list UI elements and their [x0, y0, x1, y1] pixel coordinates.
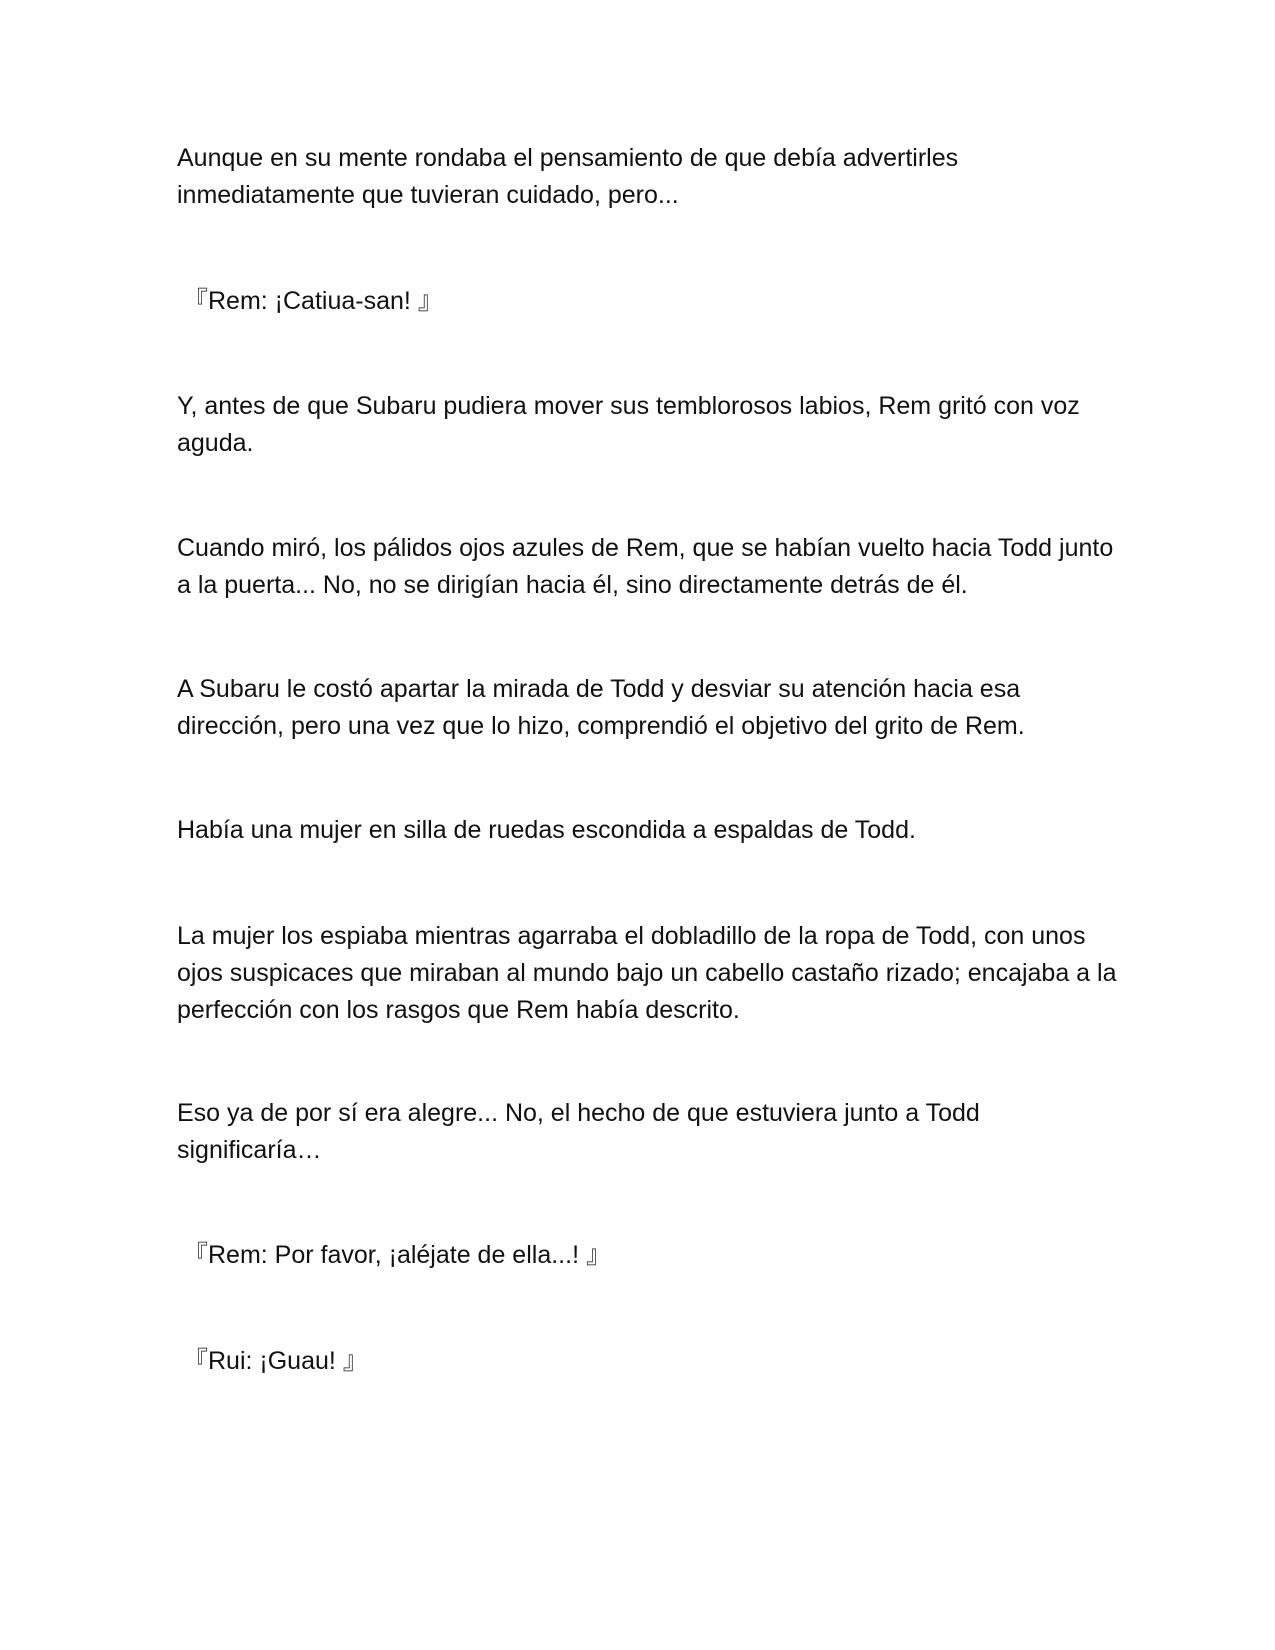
- paragraph-narration: Aunque en su mente rondaba el pensamiento de que debía advertirles inmediatamente que tuvieran cuidado, pero...: [177, 144, 959, 209]
- dialogue-line-rem: 『Rem: ¡Catiua-san! 』: [183, 287, 443, 315]
- paragraph-narration: Había una mujer en silla de ruedas escondida a espaldas de Todd.: [177, 816, 916, 844]
- paragraph-narration: Y, antes de que Subaru pudiera mover sus temblorosos labios, Rem gritó con voz aguda.: [177, 392, 1080, 457]
- paragraph-narration: Cuando miró, los pálidos ojos azules de Rem, que se habían vuelto hacia Todd junto a la puerta... No, no se dirigían hacia él, sino directamente detrás de él.: [177, 534, 1114, 599]
- paragraph-narration: A Subaru le costó apartar la mirada de Todd y desviar su atención hacia esa dirección, pero una vez que lo hizo, comprendió el objetivo del grito de Rem.: [177, 675, 1025, 740]
- paragraph-narration: La mujer los espiaba mientras agarraba el dobladillo de la ropa de Todd, con unos ojos suspicaces que miraban al mundo bajo un cabello castaño rizado; encajaba a la perfección con los rasgos que Rem había descrito.: [177, 922, 1117, 1024]
- paragraph-narration: Eso ya de por sí era alegre... No, el hecho de que estuviera junto a Todd significaría…: [177, 1099, 980, 1164]
- dialogue-line-rui: 『Rui: ¡Guau! 』: [183, 1347, 368, 1375]
- dialogue-line-rem: 『Rem: Por favor, ¡aléjate de ella...! 』: [183, 1241, 611, 1269]
